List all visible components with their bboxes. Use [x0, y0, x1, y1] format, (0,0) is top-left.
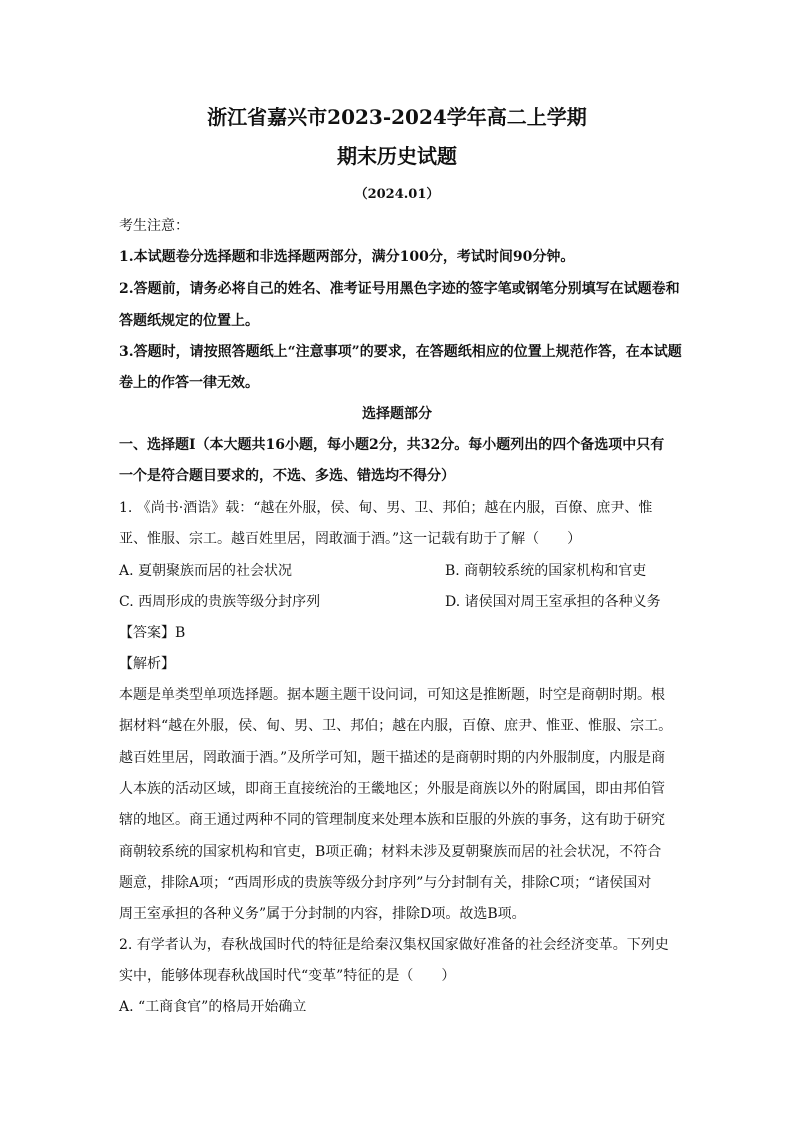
section-instructions: 一、选择题Ⅰ（本大题共16小题，每小题2分，共32分。每小题列出的四个备选项中只有 [119, 437, 665, 453]
exam-date: （2024.01） [354, 187, 440, 202]
q1-stem: 1. 《尚书·酒诰》载：“越在外服，侯、甸、男、卫、邦伯；越在内服，百僚、庶尹、惟 [119, 500, 653, 516]
q1-analysis-line: 商朝较系统的国家机构和官吏，B项正确；材料未涉及夏朝聚族而居的社会状况，不符合 [119, 844, 662, 860]
q1-stem-cont: 亚、惟服、宗工。越百姓里居，罔敢湎于酒。”这一记载有助于了解（ ） [119, 531, 582, 547]
q1-option-b: B. 商朝较系统的国家机构和官吏 [445, 563, 647, 579]
notice-item-2-cont: 答题纸规定的位置上。 [119, 313, 259, 329]
section-title: 选择题部分 [362, 406, 432, 422]
q1-answer: 【答案】B [119, 625, 186, 641]
q1-analysis-line: 本题是单类型单项选择题。据本题主题干设问词，可知这是推断题，时空是商朝时期。根 [119, 687, 665, 703]
q2-stem-cont: 实中，能够体现春秋战国时代“变革”特征的是（ ） [119, 968, 456, 984]
q1-option-d: D. 诸侯国对周王室承担的各种义务 [445, 594, 661, 610]
document-subtitle: 期末历史试题 [337, 144, 457, 168]
q1-analysis-line: 据材料“越在外服，侯、甸、男、卫、邦伯；越在内服，百僚、庶尹、惟亚、惟服、宗工。 [119, 718, 673, 734]
q1-analysis-label: 【解析】 [119, 656, 175, 672]
q1-analysis-line: 人本族的活动区域，即商王直接统治的王畿地区；外服是商族以外的附属国，即由邦伯管 [119, 781, 665, 797]
notice-item-1: 1.本试题卷分选择题和非选择题两部分，满分100分，考试时间90分钟。 [119, 249, 575, 265]
q1-analysis-line: 题意，排除A项；“西周形成的贵族等级分封序列”与分封制有关，排除C项；“诸侯国对 [119, 875, 652, 891]
document-title: 浙江省嘉兴市2023-2024学年高二上学期 [207, 105, 587, 129]
q1-analysis-line: 越百姓里居，罔敢湎于酒。”及所学可知，题干描述的是商朝时期的内外服制度，内服是商 [119, 750, 666, 766]
notice-item-3: 3.答题时，请按照答题纸上“注意事项”的要求，在答题纸相应的位置上规范作答，在本试题 [119, 344, 682, 360]
q1-analysis-line: 辖的地区。商王通过两种不同的管理制度来处理本族和臣服的外族的事务，这有助于研究 [119, 812, 665, 828]
q1-analysis-line: 周王室承担的各种义务”属于分封制的内容，排除D项。故选B项。 [119, 906, 526, 922]
q1-option-a: A. 夏朝聚族而居的社会状况 [119, 563, 293, 579]
notice-item-2: 2.答题前，请务必将自己的姓名、准考证号用黑色字迹的签字笔或钢笔分别填写在试题卷和 [119, 281, 680, 297]
q1-option-c: C. 西周形成的贵族等级分封序列 [119, 594, 321, 610]
q2-option-a: A. “工商食官”的格局开始确立 [119, 999, 307, 1015]
section-instructions-cont: 一个是符合题目要求的，不选、多选、错选均不得分） [119, 468, 455, 484]
q2-stem: 2. 有学者认为，春秋战国时代的特征是给秦汉集权国家做好准备的社会经济变革。下列史 [119, 937, 669, 953]
notice-heading: 考生注意： [119, 218, 189, 234]
notice-item-3-cont: 卷上的作答一律无效。 [119, 375, 259, 391]
